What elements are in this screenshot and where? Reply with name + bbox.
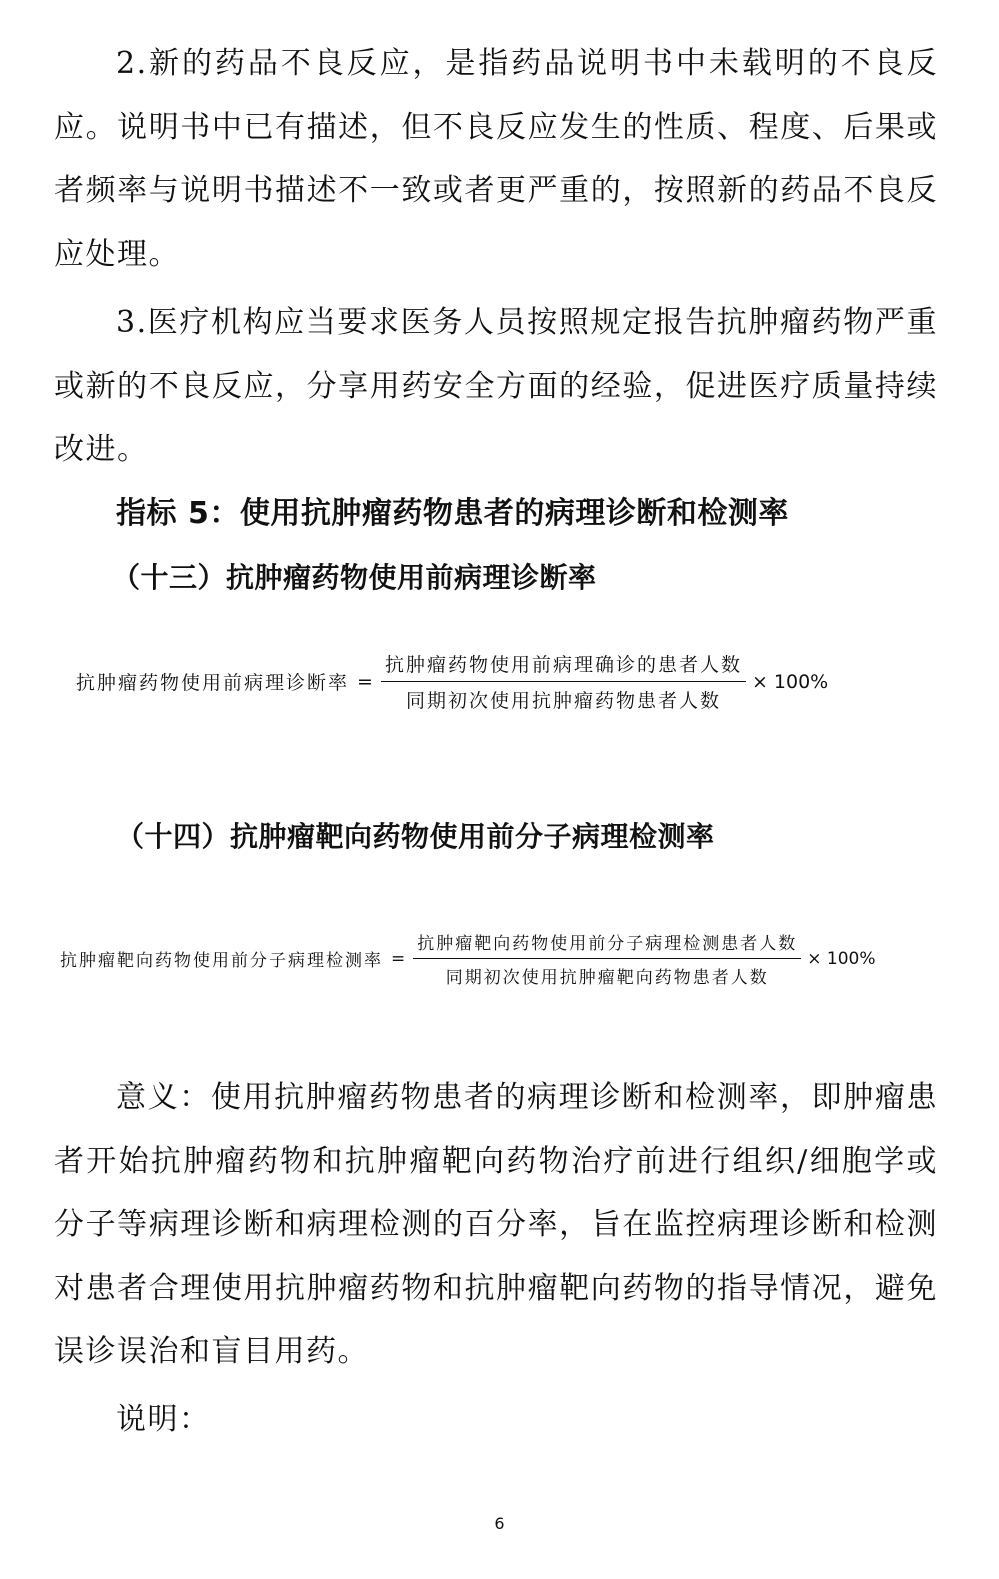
formula-fraction: [381, 650, 746, 713]
equals-sign: =: [357, 670, 373, 693]
formula-pathology-diagnosis-rate: [76, 650, 828, 713]
formula-multiplier: × 100%: [751, 670, 829, 693]
page-number: 6: [494, 1514, 505, 1533]
formula-denominator: 同期初次使用抗肿瘤药物患者人数: [405, 690, 721, 712]
formula-molecular-pathology-test-rate: [60, 929, 876, 988]
formula-fraction: [413, 929, 801, 988]
formula-lhs: 抗肿瘤药物使用前病理诊断率: [76, 672, 350, 694]
paragraph-new-adverse-reaction: 2.新的药品不良反应，是指药品说明书中未载明的不良反应。说明书中已有描述，但不良反应发生的性质、程度、后果或者频率与说明书描述不一致或者更严重的，按照新的药品不良反应处理。: [54, 46, 938, 272]
paragraph-note-label: 说明：: [116, 1402, 211, 1437]
paragraph-meaning: 意义：使用抗肿瘤药物患者的病理诊断和检测率，即肿瘤患者开始抗肿瘤药物和抗肿瘤靶向药物治疗前进行组织/细胞学或分子等病理诊断和病理检测的百分率，旨在监控病理诊断和检测对患者合理使用抗肿瘤药物和抗肿瘤靶向药物的指导情况，避免误诊误治和盲目用药。: [54, 1080, 938, 1369]
formula-lhs: 抗肿瘤靶向药物使用前分子病理检测率: [60, 951, 383, 971]
paragraph-reporting-requirement: 3.医疗机构应当要求医务人员按照规定报告抗肿瘤药物严重或新的不良反应，分享用药安全方面的经验，促进医疗质量持续改进。: [54, 305, 938, 467]
subsection-13-title: （十三）抗肿瘤药物使用前病理诊断率: [112, 561, 597, 594]
indicator-5-heading: 指标 5：使用抗肿瘤药物患者的病理诊断和检测率: [116, 496, 789, 531]
formula-numerator: 抗肿瘤靶向药物使用前分子病理检测患者人数: [417, 934, 798, 954]
equals-sign: =: [391, 948, 406, 969]
formula-numerator: 抗肿瘤药物使用前病理确诊的患者人数: [384, 654, 742, 676]
formula-multiplier: × 100%: [807, 948, 876, 969]
formula-denominator: 同期初次使用抗肿瘤靶向药物患者人数: [445, 968, 769, 988]
subsection-14-title: （十四）抗肿瘤靶向药物使用前分子病理检测率: [116, 820, 715, 853]
